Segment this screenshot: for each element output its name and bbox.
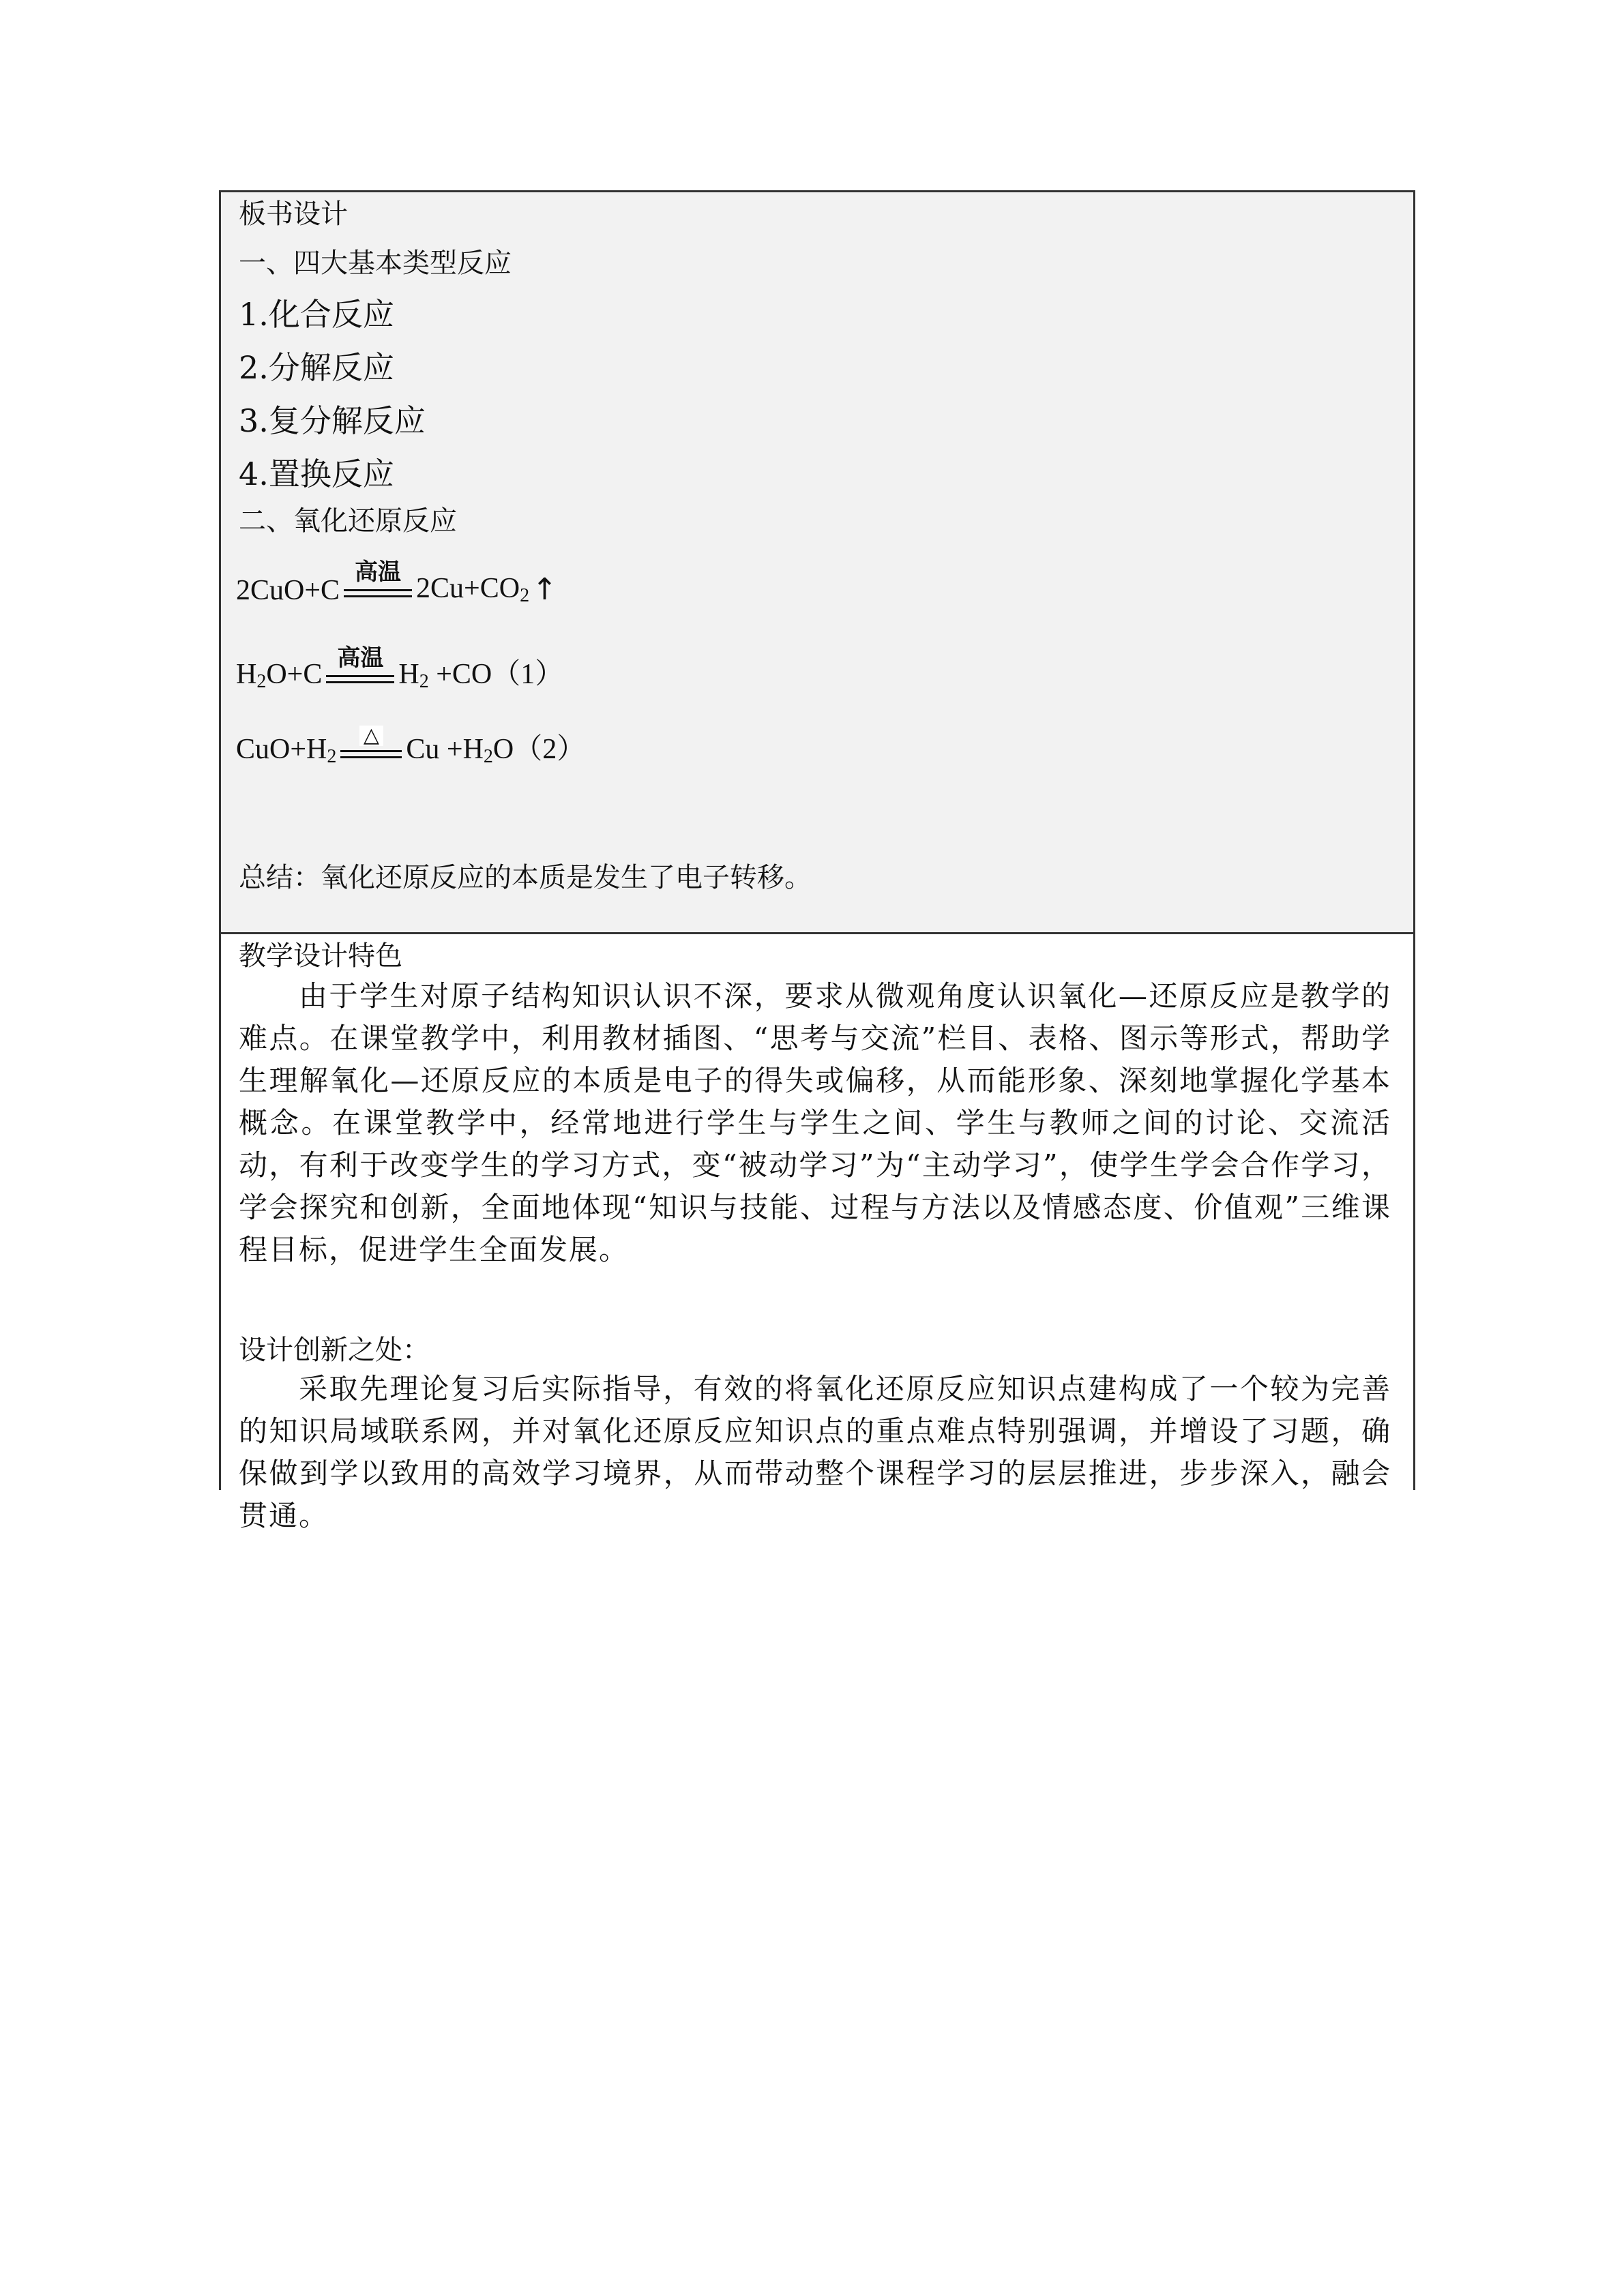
section1-heading: 一、四大基本类型反应: [239, 248, 512, 279]
equals-sign: [326, 675, 394, 683]
lesson-table: [219, 190, 1415, 1532]
features-paragraph: 由于学生对原子结构知识认识不深，要求从微观角度认识氧化—还原反应是教学的难点。在课堂教学中，利用教材插图、“思考与交流”栏目、表格、图示等形式，帮助学生理解氧化—还原反应的本质是电子的得失或偏移，从而能形象、深刻地掌握化学基本概念。在课堂教学中，经常地进行学生与学生之间、学生与教师之间的讨论、交流活动，有利于改变学生的学习方式，变“被动学习”为“主动学习”，使学生学会合作学习，学会探究和创新，全面地体现“知识与技能、过程与方法以及情感态度、价值观”三维课程目标，促进学生全面发展。: [239, 979, 1391, 1266]
gas-arrow-icon: ↑: [532, 572, 557, 607]
eq1-condition-label: 高温: [355, 558, 402, 586]
eq3-reactants: $CuO+H_2$: [236, 734, 337, 767]
teaching-features-cell: [221, 934, 1413, 1532]
heat-triangle-icon: △: [359, 726, 383, 746]
equation-1: [236, 558, 557, 607]
eq2-condition: [326, 646, 394, 693]
eq2-products: $H_2 +CO(1)$: [398, 659, 564, 692]
board-design-title: 板书设计: [239, 198, 348, 230]
reaction-type-item: 4.置换反应: [239, 456, 394, 492]
equation-2: [236, 646, 563, 693]
reaction-type-item: 3.复分解反应: [239, 402, 426, 439]
eq3-condition: [340, 726, 402, 768]
board-design-cell: [221, 192, 1413, 934]
eq1-products: $2Cu+CO_2$: [416, 573, 530, 606]
innovation-paragraph: 采取先理论复习后实际指导，有效的将氧化还原反应知识点建构成了一个较为完善的知识局域联系网，并对氧化还原反应知识点的重点难点特别强调，并增设了习题，确保做到学以致用的高效学习境界，从而带动整个课程学习的层层推进，步步深入，融会贯通。: [239, 1372, 1391, 1532]
eq1-reactants: 2CuO+C: [236, 575, 340, 606]
equals-sign: [340, 750, 402, 758]
innovation-title: 设计创新之处：: [239, 1335, 430, 1366]
equation-3: [236, 726, 585, 768]
eq2-condition-label: 高温: [337, 644, 384, 672]
section2-heading: 二、氧化还原反应: [239, 505, 457, 537]
eq1-condition: [344, 558, 412, 607]
equals-sign: [344, 589, 412, 597]
eq3-products: $Cu +H_2O(2)$: [406, 734, 586, 767]
features-title: 教学设计特色: [239, 940, 402, 972]
eq2-reactants: $H_2O+C$: [236, 659, 323, 692]
reaction-type-item: 2.分解反应: [239, 349, 394, 386]
reaction-type-item: 1.化合反应: [239, 296, 394, 333]
summary-text: 总结：氧化还原反应的本质是发生了电子转移。: [239, 862, 812, 893]
